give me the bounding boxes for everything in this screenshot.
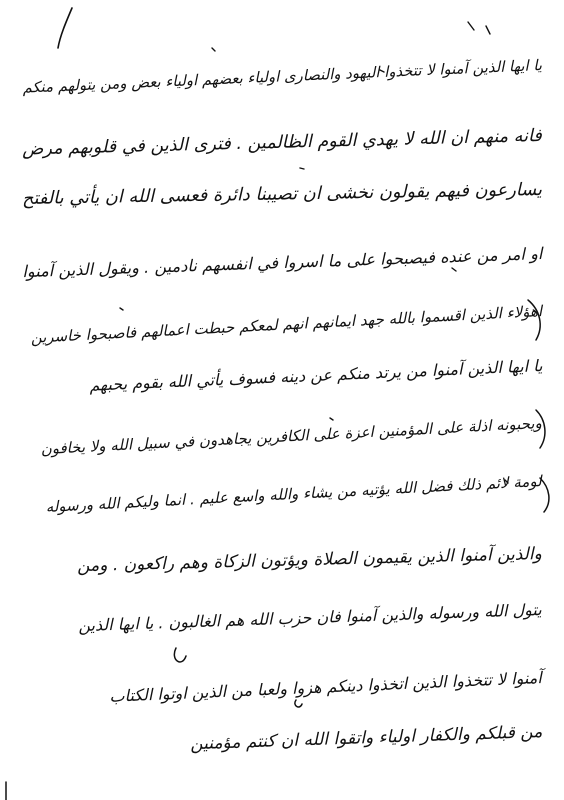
manuscript-line: من قبلكم والكفار اولياء واتقوا الله ان كنتم مؤمنين (189, 722, 543, 755)
manuscript-line: او امر من عنده فيصبحوا على ما اسروا في انفسهم نادمين . ويقول الذين آمنوا (21, 244, 543, 282)
manuscript-line: لومة لائم ذلك فضل الله يؤتيه من يشاء والله واسع عليم . انما وليكم الله ورسوله (45, 472, 543, 516)
manuscript-line: آمنوا لا تتخذوا الذين اتخذوا دينكم هزوا ولعبا من الذين اوتوا الكتاب (109, 668, 543, 706)
manuscript-line: يا ايها الذين آمنوا من يرتد منكم عن دينه فسوف يأتي الله بقوم يحبهم (88, 356, 543, 395)
manuscript-line: اهؤلاء الذين اقسموا بالله جهد ايمانهم انهم لمعكم حبطت اعمالهم فاصبحوا خاسرين (30, 302, 543, 347)
manuscript-line: يا ايها الذين آمنوا لا تتخذوا اليهود والنصارى اولياء بعضهم اولياء بعض ومن يتولهم منكم (22, 56, 543, 97)
manuscript-line: ويحبونه اذلة على المؤمنين اعزة على الكافرين يجاهدون في سبيل الله ولا يخافون (40, 414, 543, 459)
manuscript-line: يتول الله ورسوله والذين آمنوا فان حزب الله هم الغالبون . يا ايها الذين (78, 600, 543, 636)
manuscript-line: والذين آمنوا الذين يقيمون الصلاة ويؤتون الزكاة وهم راكعون . ومن (77, 544, 543, 577)
manuscript-line: فانه منهم ان الله لا يهدي القوم الظالمين . فترى الذين في قلوبهم مرض (22, 126, 543, 160)
manuscript-line: يسارعون فيهم يقولون نخشى ان تصيبنا دائرة فعسى الله ان يأتي بالفتح (21, 180, 543, 210)
